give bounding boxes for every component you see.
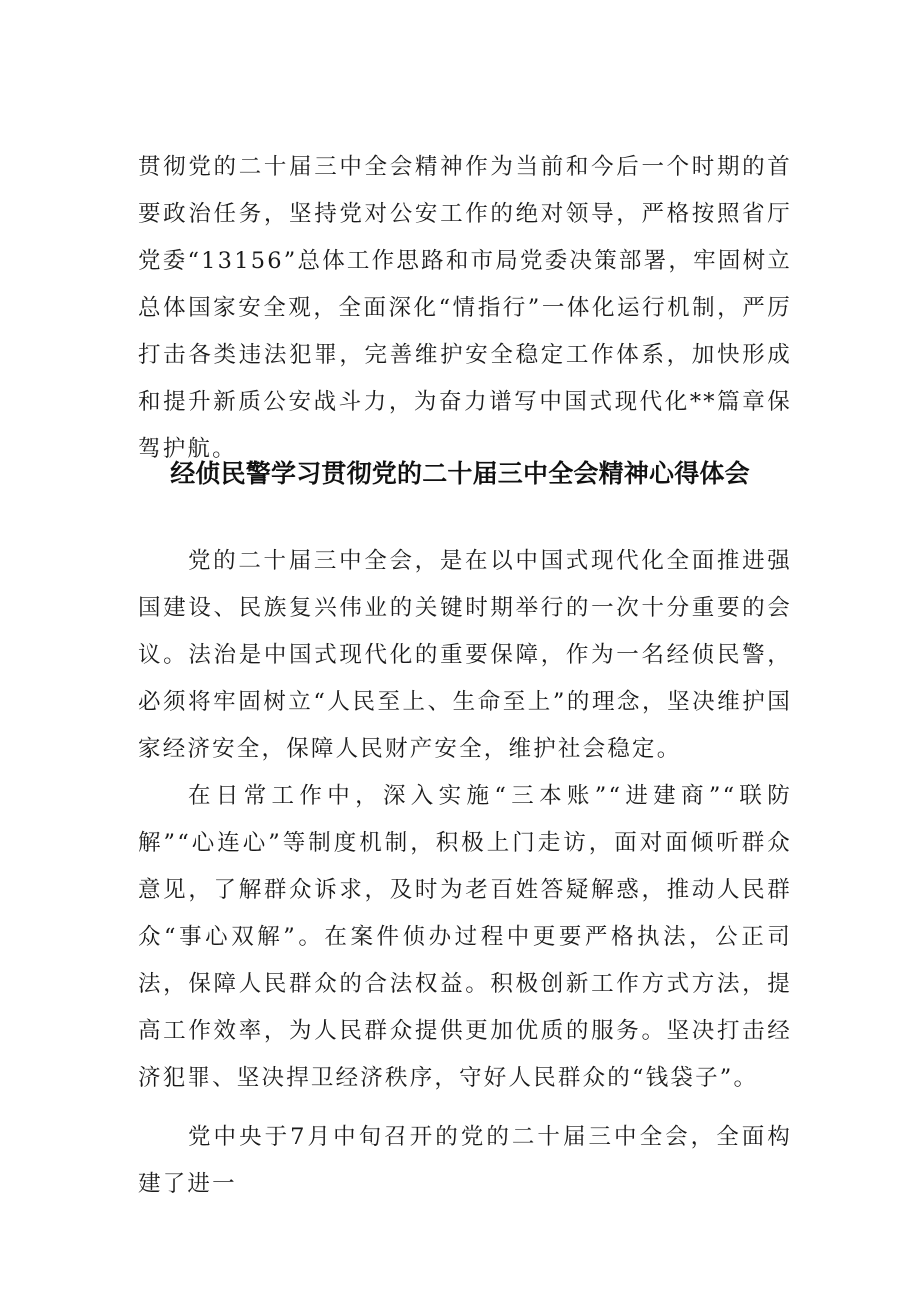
intro-paragraph: 贯彻党的二十届三中全会精神作为当前和今后一个时期的首要政治任务，坚持党对公安工作的绝对领导，严格按照省厅党委“13156”总体工作思路和市局党委决策部署，牢固树立总体国家安全观，全面深化“情指行”一体化运行机制，严厉打击各类违法犯罪，完善维护安全稳定工作体系，加快形成和提升新质公安战斗力，为奋力谱写中国式现代化**篇章保驾护航。	[138, 154, 792, 462]
body-paragraph-1: 党的二十届三中全会，是在以中国式现代化全面推进强国建设、民族复兴伟业的关键时期举行的一次十分重要的会议。法治是中国式现代化的重要保障，作为一名经侦民警，必须将牢固树立“人民至上、生命至上”的理念，坚决维护国家经济安全，保障人民财产安全，维护社会稳定。	[138, 548, 792, 762]
article-title: 经侦民警学习贯彻党的二十届三中全会精神心得体会	[170, 459, 750, 488]
body-paragraph-3: 党中央于7月中旬召开的党的二十届三中全会，全面构建了进一	[138, 1124, 792, 1197]
body-paragraph-2: 在日常工作中，深入实施“三本账”“进建商”“联防解”“心连心”等制度机制，积极上门走访，面对面倾听群众意见，了解群众诉求，及时为老百姓答疑解惑，推动人民群众“事心双解”。在案件侦办过程中更要严格执法，公正司法，保障人民群众的合法权益。积极创新工作方式方法，提高工作效率，为人民群众提供更加优质的服务。坚决打击经济犯罪、坚决捍卫经济秩序，守好人民群众的“钱袋子”。	[138, 783, 792, 1091]
